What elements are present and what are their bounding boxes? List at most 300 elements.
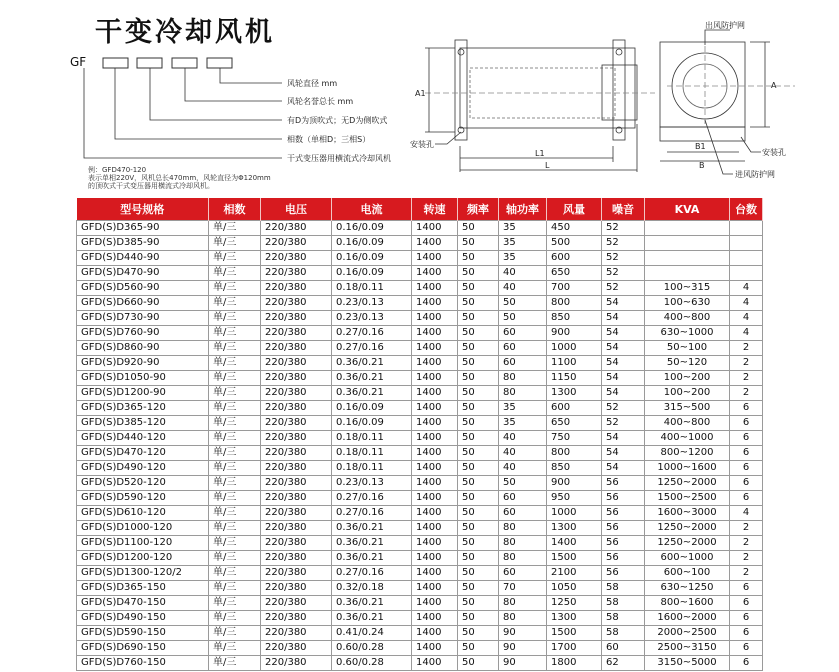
cell-airflow: 950 xyxy=(547,491,602,506)
cell-kva: 100~200 xyxy=(645,386,730,401)
cell-shaft-power: 60 xyxy=(499,491,547,506)
cell-kva: 600~100 xyxy=(645,566,730,581)
cell-model: GFD(S)D860-90 xyxy=(77,341,209,356)
header-model: 型号规格 xyxy=(77,198,209,221)
cell-current: 0.32/0.18 xyxy=(332,581,412,596)
cell-shaft-power: 40 xyxy=(499,461,547,476)
cell-frequency: 50 xyxy=(458,221,499,236)
table-row xyxy=(77,221,763,236)
header-voltage: 电压 xyxy=(261,198,332,221)
cell-current: 0.27/0.16 xyxy=(332,566,412,581)
cell-current: 0.16/0.09 xyxy=(332,236,412,251)
cell-noise: 54 xyxy=(602,356,645,371)
cell-shaft-power: 90 xyxy=(499,656,547,671)
cell-model: GFD(S)D1000-120 xyxy=(77,521,209,536)
cell-model: GFD(S)D1200-120 xyxy=(77,551,209,566)
cell-model: GFD(S)D470-150 xyxy=(77,596,209,611)
cell-shaft-power: 80 xyxy=(499,386,547,401)
cell-phase: 单/三 xyxy=(209,356,261,371)
cell-kva: 2000~2500 xyxy=(645,626,730,641)
cell-units: 2 xyxy=(730,356,763,371)
cell-units: 2 xyxy=(730,551,763,566)
cell-noise: 56 xyxy=(602,536,645,551)
cell-frequency: 50 xyxy=(458,641,499,656)
cell-shaft-power: 40 xyxy=(499,446,547,461)
cell-frequency: 50 xyxy=(458,476,499,491)
cell-units xyxy=(730,236,763,251)
cell-kva xyxy=(645,221,730,236)
table-row xyxy=(77,491,763,506)
cell-voltage: 220/380 xyxy=(261,536,332,551)
table-row xyxy=(77,326,763,341)
cell-model: GFD(S)D365-150 xyxy=(77,581,209,596)
cell-shaft-power: 80 xyxy=(499,521,547,536)
cell-phase: 单/三 xyxy=(209,521,261,536)
cell-current: 0.36/0.21 xyxy=(332,386,412,401)
cell-frequency: 50 xyxy=(458,626,499,641)
cell-shaft-power: 90 xyxy=(499,641,547,656)
cell-airflow: 1300 xyxy=(547,386,602,401)
cell-frequency: 50 xyxy=(458,566,499,581)
cell-kva: 1250~2000 xyxy=(645,476,730,491)
cell-frequency: 50 xyxy=(458,341,499,356)
code-box-2 xyxy=(137,58,162,68)
cell-voltage: 220/380 xyxy=(261,326,332,341)
table-row xyxy=(77,566,763,581)
cell-voltage: 220/380 xyxy=(261,416,332,431)
cell-noise: 56 xyxy=(602,566,645,581)
cell-model: GFD(S)D1300-120/2 xyxy=(77,566,209,581)
code-prefix: GF xyxy=(70,55,87,69)
cell-model: GFD(S)D920-90 xyxy=(77,356,209,371)
cell-phase: 单/三 xyxy=(209,416,261,431)
cell-shaft-power: 50 xyxy=(499,311,547,326)
cell-noise: 52 xyxy=(602,416,645,431)
cell-speed: 1400 xyxy=(412,596,458,611)
cell-noise: 52 xyxy=(602,251,645,266)
cell-airflow: 1150 xyxy=(547,371,602,386)
label-inlet-guard: 进风防护网 xyxy=(735,170,775,179)
cell-shaft-power: 40 xyxy=(499,431,547,446)
cell-phase: 单/三 xyxy=(209,506,261,521)
cell-units: 2 xyxy=(730,521,763,536)
label-outlet-guard: 出风防护网 xyxy=(705,21,745,30)
cell-shaft-power: 60 xyxy=(499,566,547,581)
cell-speed: 1400 xyxy=(412,416,458,431)
cell-speed: 1400 xyxy=(412,341,458,356)
example-line-1: 例：GFD470-120 xyxy=(88,166,147,174)
table-row xyxy=(77,596,763,611)
cell-noise: 54 xyxy=(602,431,645,446)
cell-frequency: 50 xyxy=(458,611,499,626)
cell-units: 6 xyxy=(730,581,763,596)
cell-current: 0.16/0.09 xyxy=(332,266,412,281)
cell-current: 0.60/0.28 xyxy=(332,656,412,671)
cell-airflow: 600 xyxy=(547,401,602,416)
cell-kva: 100~630 xyxy=(645,296,730,311)
cell-model: GFD(S)D470-90 xyxy=(77,266,209,281)
cell-current: 0.27/0.16 xyxy=(332,491,412,506)
cell-model: GFD(S)D490-150 xyxy=(77,611,209,626)
cell-noise: 52 xyxy=(602,266,645,281)
cell-noise: 52 xyxy=(602,281,645,296)
cell-current: 0.18/0.11 xyxy=(332,446,412,461)
cell-airflow: 800 xyxy=(547,296,602,311)
cell-airflow: 700 xyxy=(547,281,602,296)
cell-frequency: 50 xyxy=(458,401,499,416)
cell-units: 6 xyxy=(730,431,763,446)
cell-frequency: 50 xyxy=(458,251,499,266)
cell-model: GFD(S)D1100-120 xyxy=(77,536,209,551)
cell-shaft-power: 80 xyxy=(499,596,547,611)
cell-model: GFD(S)D365-120 xyxy=(77,401,209,416)
cell-voltage: 220/380 xyxy=(261,296,332,311)
cell-units: 6 xyxy=(730,416,763,431)
cell-model: GFD(S)D730-90 xyxy=(77,311,209,326)
cell-model: GFD(S)D385-120 xyxy=(77,416,209,431)
cell-noise: 60 xyxy=(602,641,645,656)
cell-phase: 单/三 xyxy=(209,281,261,296)
cell-voltage: 220/380 xyxy=(261,521,332,536)
cell-kva: 100~315 xyxy=(645,281,730,296)
cell-phase: 单/三 xyxy=(209,446,261,461)
cell-kva: 50~100 xyxy=(645,341,730,356)
cell-speed: 1400 xyxy=(412,461,458,476)
cell-model: GFD(S)D660-90 xyxy=(77,296,209,311)
dim-b1: B1 xyxy=(695,142,706,151)
dim-l: L xyxy=(545,161,550,170)
cell-voltage: 220/380 xyxy=(261,386,332,401)
cell-phase: 单/三 xyxy=(209,641,261,656)
cell-speed: 1400 xyxy=(412,581,458,596)
cell-noise: 54 xyxy=(602,341,645,356)
cell-units: 4 xyxy=(730,311,763,326)
cell-current: 0.27/0.16 xyxy=(332,506,412,521)
cell-units: 6 xyxy=(730,461,763,476)
cell-voltage: 220/380 xyxy=(261,251,332,266)
cell-airflow: 1000 xyxy=(547,341,602,356)
cell-model: GFD(S)D760-90 xyxy=(77,326,209,341)
legend-diameter: 风轮直径 mm xyxy=(287,79,338,88)
cell-shaft-power: 80 xyxy=(499,536,547,551)
table-row xyxy=(77,461,763,476)
header-noise: 噪音 xyxy=(602,198,645,221)
cell-voltage: 220/380 xyxy=(261,506,332,521)
table-row xyxy=(77,581,763,596)
cell-phase: 单/三 xyxy=(209,611,261,626)
cell-airflow: 600 xyxy=(547,251,602,266)
cell-speed: 1400 xyxy=(412,221,458,236)
cell-voltage: 220/380 xyxy=(261,356,332,371)
cell-speed: 1400 xyxy=(412,446,458,461)
cell-kva xyxy=(645,251,730,266)
cell-shaft-power: 80 xyxy=(499,551,547,566)
cell-units: 2 xyxy=(730,371,763,386)
cell-speed: 1400 xyxy=(412,296,458,311)
cell-kva: 1600~3000 xyxy=(645,506,730,521)
cell-voltage: 220/380 xyxy=(261,281,332,296)
cell-kva: 630~1250 xyxy=(645,581,730,596)
cell-speed: 1400 xyxy=(412,551,458,566)
cell-model: GFD(S)D385-90 xyxy=(77,236,209,251)
table-row xyxy=(77,386,763,401)
header-current: 电流 xyxy=(332,198,412,221)
cell-model: GFD(S)D590-150 xyxy=(77,626,209,641)
cell-phase: 单/三 xyxy=(209,581,261,596)
cell-frequency: 50 xyxy=(458,386,499,401)
cell-kva: 315~500 xyxy=(645,401,730,416)
motor-box xyxy=(602,65,637,120)
cell-phase: 单/三 xyxy=(209,461,261,476)
table-row xyxy=(77,401,763,416)
example-note xyxy=(88,166,398,190)
cell-shaft-power: 70 xyxy=(499,581,547,596)
table-row xyxy=(77,521,763,536)
fan-technical-drawing xyxy=(405,20,835,195)
cell-units xyxy=(730,251,763,266)
cell-shaft-power: 60 xyxy=(499,506,547,521)
cell-kva: 1600~2000 xyxy=(645,611,730,626)
cell-model: GFD(S)D520-120 xyxy=(77,476,209,491)
code-box-4 xyxy=(207,58,232,68)
cell-current: 0.23/0.13 xyxy=(332,476,412,491)
cell-voltage: 220/380 xyxy=(261,581,332,596)
cell-airflow: 1500 xyxy=(547,551,602,566)
table-row xyxy=(77,311,763,326)
cell-airflow: 1250 xyxy=(547,596,602,611)
cell-model: GFD(S)D560-90 xyxy=(77,281,209,296)
cell-phase: 单/三 xyxy=(209,326,261,341)
dim-b: B xyxy=(699,161,705,170)
cell-phase: 单/三 xyxy=(209,536,261,551)
cell-voltage: 220/380 xyxy=(261,431,332,446)
cell-noise: 56 xyxy=(602,491,645,506)
cell-airflow: 750 xyxy=(547,431,602,446)
cell-frequency: 50 xyxy=(458,326,499,341)
cell-frequency: 50 xyxy=(458,521,499,536)
cell-shaft-power: 60 xyxy=(499,356,547,371)
cell-noise: 54 xyxy=(602,446,645,461)
cell-frequency: 50 xyxy=(458,506,499,521)
cell-phase: 单/三 xyxy=(209,551,261,566)
cell-phase: 单/三 xyxy=(209,596,261,611)
table-row xyxy=(77,446,763,461)
cell-phase: 单/三 xyxy=(209,311,261,326)
cell-airflow: 800 xyxy=(547,446,602,461)
cell-current: 0.36/0.21 xyxy=(332,536,412,551)
cell-voltage: 220/380 xyxy=(261,551,332,566)
cell-phase: 单/三 xyxy=(209,401,261,416)
cell-airflow: 1500 xyxy=(547,626,602,641)
cell-voltage: 220/380 xyxy=(261,596,332,611)
dim-a1: A1 xyxy=(415,89,426,98)
cell-voltage: 220/380 xyxy=(261,236,332,251)
cell-kva: 1000~1600 xyxy=(645,461,730,476)
cell-voltage: 220/380 xyxy=(261,221,332,236)
cell-airflow: 1000 xyxy=(547,506,602,521)
cell-noise: 52 xyxy=(602,401,645,416)
cell-speed: 1400 xyxy=(412,251,458,266)
header-frequency: 频率 xyxy=(458,198,499,221)
header-airflow: 风量 xyxy=(547,198,602,221)
cell-frequency: 50 xyxy=(458,461,499,476)
cell-frequency: 50 xyxy=(458,656,499,671)
example-line-3: 的顶吹式干式变压器用横流式冷却风机。 xyxy=(88,182,214,190)
cell-speed: 1400 xyxy=(412,386,458,401)
cell-phase: 单/三 xyxy=(209,221,261,236)
cell-shaft-power: 35 xyxy=(499,416,547,431)
cell-current: 0.36/0.21 xyxy=(332,521,412,536)
cell-airflow: 900 xyxy=(547,326,602,341)
cell-units: 6 xyxy=(730,641,763,656)
cell-frequency: 50 xyxy=(458,281,499,296)
label-mount-hole-left: 安装孔 xyxy=(410,140,434,149)
cell-noise: 56 xyxy=(602,521,645,536)
cell-speed: 1400 xyxy=(412,371,458,386)
table-row xyxy=(77,431,763,446)
cell-units: 6 xyxy=(730,626,763,641)
table-row xyxy=(77,251,763,266)
cell-current: 0.18/0.11 xyxy=(332,431,412,446)
cell-noise: 58 xyxy=(602,581,645,596)
cell-current: 0.36/0.21 xyxy=(332,596,412,611)
cell-speed: 1400 xyxy=(412,656,458,671)
cell-phase: 单/三 xyxy=(209,371,261,386)
cell-noise: 54 xyxy=(602,311,645,326)
cell-noise: 54 xyxy=(602,371,645,386)
dim-a: A xyxy=(771,81,777,90)
example-line-2: 表示单相220V，风机总长470mm，风轮直径为Φ120mm xyxy=(88,174,271,182)
cell-units: 4 xyxy=(730,281,763,296)
label-mount-hole-right: 安装孔 xyxy=(762,148,786,157)
legend-type: 干式变压器用横流式冷却风机 xyxy=(287,154,391,163)
table-body xyxy=(77,221,763,671)
cell-voltage: 220/380 xyxy=(261,311,332,326)
cell-kva xyxy=(645,266,730,281)
cell-model: GFD(S)D590-120 xyxy=(77,491,209,506)
cell-speed: 1400 xyxy=(412,476,458,491)
cell-voltage: 220/380 xyxy=(261,491,332,506)
cell-speed: 1400 xyxy=(412,611,458,626)
code-box-3 xyxy=(172,58,197,68)
cell-phase: 单/三 xyxy=(209,566,261,581)
cell-phase: 单/三 xyxy=(209,296,261,311)
cell-shaft-power: 90 xyxy=(499,626,547,641)
cell-airflow: 650 xyxy=(547,266,602,281)
cell-speed: 1400 xyxy=(412,311,458,326)
cell-current: 0.16/0.09 xyxy=(332,221,412,236)
cell-kva: 2500~3150 xyxy=(645,641,730,656)
cell-kva: 100~200 xyxy=(645,371,730,386)
legend-length: 风轮名誉总长 mm xyxy=(287,97,354,106)
cell-voltage: 220/380 xyxy=(261,611,332,626)
cell-units: 4 xyxy=(730,296,763,311)
table-row xyxy=(77,266,763,281)
cell-phase: 单/三 xyxy=(209,626,261,641)
table-row xyxy=(77,656,763,671)
cell-voltage: 220/380 xyxy=(261,656,332,671)
cell-current: 0.18/0.11 xyxy=(332,461,412,476)
cell-airflow: 650 xyxy=(547,416,602,431)
cell-phase: 单/三 xyxy=(209,236,261,251)
header-units: 台数 xyxy=(730,198,763,221)
cell-current: 0.60/0.28 xyxy=(332,641,412,656)
cell-units xyxy=(730,221,763,236)
cell-kva: 800~1200 xyxy=(645,446,730,461)
cell-units: 4 xyxy=(730,506,763,521)
table-row xyxy=(77,506,763,521)
cell-speed: 1400 xyxy=(412,521,458,536)
cell-current: 0.36/0.21 xyxy=(332,551,412,566)
cell-voltage: 220/380 xyxy=(261,446,332,461)
cell-shaft-power: 50 xyxy=(499,476,547,491)
cell-phase: 单/三 xyxy=(209,656,261,671)
cell-phase: 单/三 xyxy=(209,251,261,266)
cell-units: 2 xyxy=(730,566,763,581)
cell-units: 6 xyxy=(730,401,763,416)
cell-phase: 单/三 xyxy=(209,266,261,281)
cell-voltage: 220/380 xyxy=(261,371,332,386)
cell-airflow: 900 xyxy=(547,476,602,491)
header-phase: 相数 xyxy=(209,198,261,221)
cell-kva: 400~1000 xyxy=(645,431,730,446)
cell-airflow: 1400 xyxy=(547,536,602,551)
cell-speed: 1400 xyxy=(412,281,458,296)
cell-model: GFD(S)D440-90 xyxy=(77,251,209,266)
cell-units: 2 xyxy=(730,386,763,401)
cell-voltage: 220/380 xyxy=(261,476,332,491)
cell-phase: 单/三 xyxy=(209,431,261,446)
cell-noise: 62 xyxy=(602,656,645,671)
cell-units: 4 xyxy=(730,326,763,341)
cell-frequency: 50 xyxy=(458,311,499,326)
cell-shaft-power: 50 xyxy=(499,296,547,311)
cell-speed: 1400 xyxy=(412,566,458,581)
cell-shaft-power: 35 xyxy=(499,221,547,236)
cell-noise: 54 xyxy=(602,386,645,401)
table-row xyxy=(77,611,763,626)
table-row xyxy=(77,551,763,566)
cell-phase: 单/三 xyxy=(209,386,261,401)
cell-kva: 1250~2000 xyxy=(645,521,730,536)
cell-frequency: 50 xyxy=(458,551,499,566)
cell-model: GFD(S)D365-90 xyxy=(77,221,209,236)
cell-kva: 3150~5000 xyxy=(645,656,730,671)
cell-current: 0.36/0.21 xyxy=(332,371,412,386)
cell-speed: 1400 xyxy=(412,536,458,551)
cell-speed: 1400 xyxy=(412,236,458,251)
code-leader-lines xyxy=(84,68,282,158)
cell-noise: 54 xyxy=(602,296,645,311)
dim-l1: L1 xyxy=(535,149,545,158)
cell-airflow: 850 xyxy=(547,461,602,476)
table-row xyxy=(77,536,763,551)
cell-units: 6 xyxy=(730,596,763,611)
cell-speed: 1400 xyxy=(412,431,458,446)
cell-airflow: 450 xyxy=(547,221,602,236)
cell-frequency: 50 xyxy=(458,371,499,386)
cell-speed: 1400 xyxy=(412,641,458,656)
table-row xyxy=(77,341,763,356)
cell-model: GFD(S)D690-150 xyxy=(77,641,209,656)
cell-kva: 1500~2500 xyxy=(645,491,730,506)
cell-airflow: 1700 xyxy=(547,641,602,656)
cell-model: GFD(S)D1050-90 xyxy=(77,371,209,386)
cell-units: 6 xyxy=(730,491,763,506)
cell-speed: 1400 xyxy=(412,356,458,371)
cell-current: 0.23/0.13 xyxy=(332,296,412,311)
cell-kva: 400~800 xyxy=(645,311,730,326)
